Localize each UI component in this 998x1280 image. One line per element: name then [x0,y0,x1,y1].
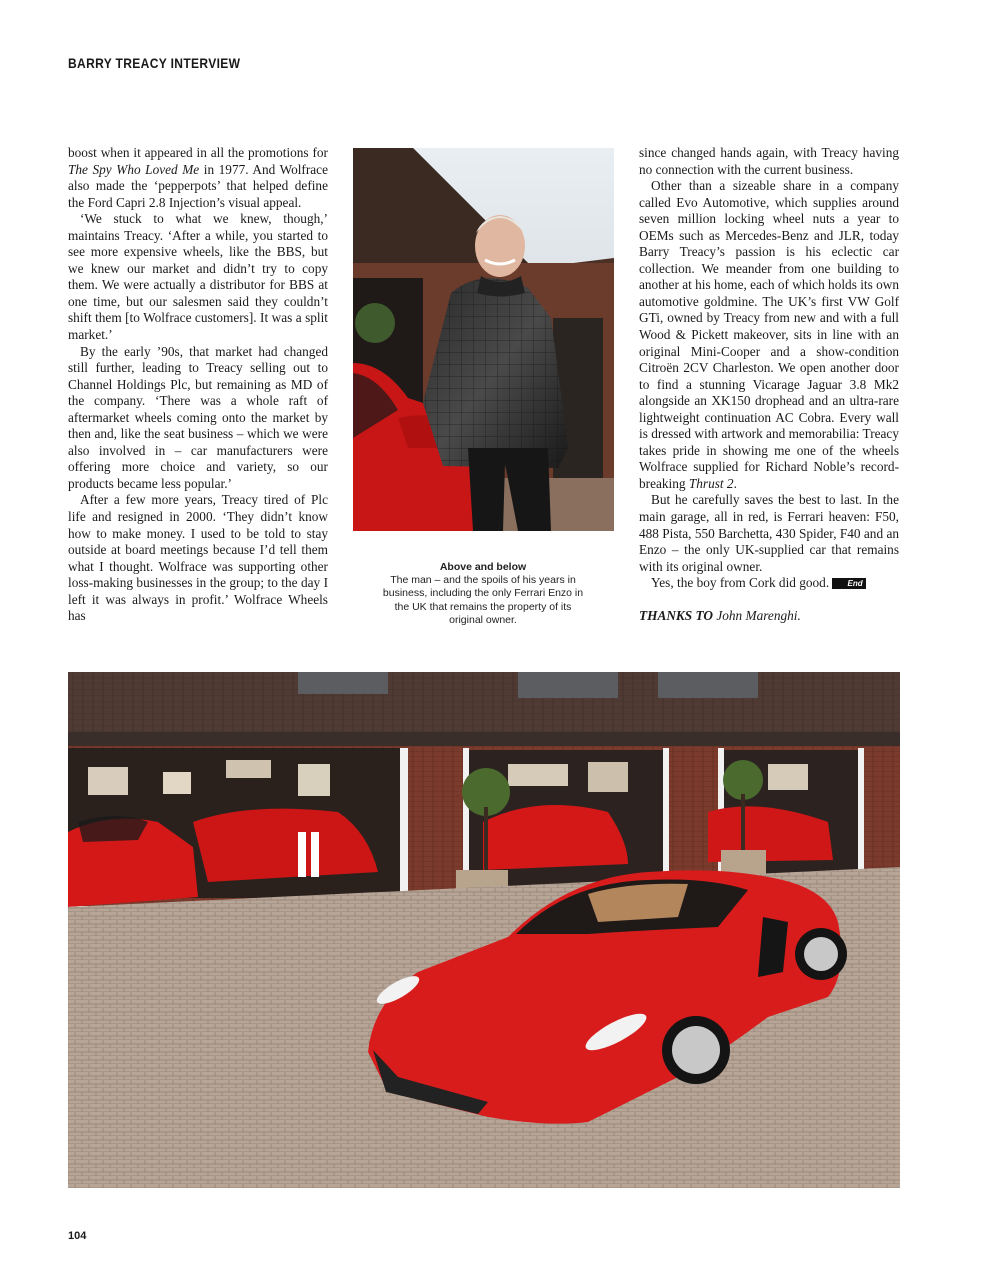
text-run: . [733,475,737,491]
paragraph: By the early ’90s, that market had changed still further, leading to Treacy selling out to Channel Holdings Plc, but remaining as MD of the company. ‘There was a whole raft of aftermarket wheels coming onto the market by then and, like the seat business – which we were also involved in – car manufacturers were offering more choice and variety, so our products became less popular.’ [68,343,328,491]
text-run: in 1977. And Wolfrace also made the ‘pepperpots’ that helped define the Ford Capri 2.8 Injection’s visual appeal. [68,161,328,210]
end-mark-icon: End [832,578,865,589]
paragraph [68,145,328,211]
thanks-name: John Marenghi. [713,607,801,623]
portrait-photo [353,148,614,531]
page-number: 104 [68,1230,87,1242]
text-run: boost when it appeared in all the promotions for [68,145,328,160]
article-column-left [68,145,328,625]
paragraph [639,575,899,592]
thanks-label: THANKS TO [639,607,714,623]
article-column-right [639,145,899,624]
section-title: BARRY TREACY INTERVIEW [68,55,241,71]
paragraph: ‘We stuck to what we knew, though,’ maintains Treacy. ‘After a while, you started to see more expensive wheels, like the BBS, but we knew our market and didn’t try to copy them. We were actually a distributor for BBS at one time, but our salesmen said they couldn’t shift them [to Wolfrace customers]. It was a split market.’ [68,211,328,343]
text-run: Yes, the boy from Cork did good. [651,575,833,591]
paragraph: After a few more years, Treacy tired of Plc life and resigned in 2000. ‘They didn’t know how to make money. I used to be told to stay outside at board meetings because I’d tell them what I thought. Wolfrace was supporting other loss-making businesses in the group; to the day I left it was always in profit.’ Wolfrace Wheels has [68,492,328,624]
paragraph: since changed hands again, with Treacy having no connection with the current business. [639,145,899,177]
photo-caption [380,561,586,627]
vehicle-title: Thrust 2 [688,475,734,491]
paragraph: But he carefully saves the best to last. In the main garage, all in red, is Ferrari heaven: F50, 488 Pista, 550 Barchetta, 430 Spider, F40 and an Enzo – the only UK-supplied car that remains with its original owner. [639,492,899,574]
thanks-credit [639,608,899,625]
text-run: Other than a sizeable share in a company called Evo Automotive, which supplies around seven million locking wheel nuts a year to OEMs such as Mercedes-Benz and JLR, today Barry Treacy’s passion is his eclectic car collection. We meander from one building to another at his home, each of which holds its own automotive goldmine. The UK’s first VW Golf GTi, owned by Treacy from new and with a full Wood & Pickett makeover, sits in line with an original Mini-Cooper and a show-condition Citroën 2CV Charleston. We open another door to find a stunning Vicarage Jaguar 3.8 Mk2 alongside an XK150 drophead and an ultra-rare lightweight continuation AC Cobra. Every wall is dressed with artwork and memorabilia: Treacy takes pride in showing me one of the wheels Wolfrace supplied for Richard Noble’s record-breaking [639,178,899,491]
garage-photo [68,672,900,1188]
caption-text: The man – and the spoils of his years in business, including the only Ferrari Enzo in the UK that remains the property of its original owner. [382,574,584,626]
film-title: The Spy Who Loved Me [68,161,200,177]
caption-title: Above and below [439,561,527,573]
paragraph [639,178,899,492]
